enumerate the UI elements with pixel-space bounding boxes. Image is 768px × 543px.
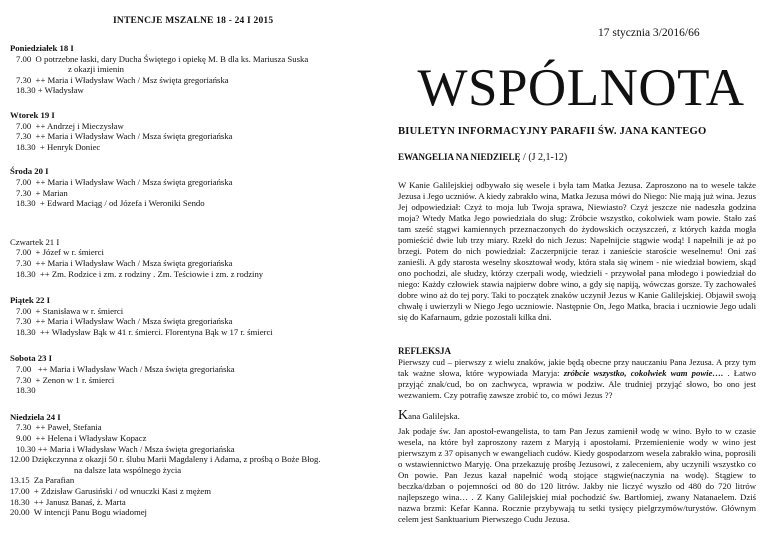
- day-name: Piątek 22 I: [10, 295, 51, 306]
- intention-line: 18.30 ++ Zm. Rodzice i zm. z rodziny . Zm. Teściowie i zm. z rodziny: [16, 268, 264, 279]
- day-name: Czwartek 21 I: [10, 236, 60, 247]
- intention-line: 7.00 + Stanisława w r. śmierci: [16, 305, 124, 316]
- intention-line: 7.30 ++ Paweł, Stefania: [16, 422, 102, 433]
- intention-line: 7.30 + Zenon w 1 r. śmierci: [16, 374, 115, 385]
- day-block: [10, 412, 382, 518]
- intention-line: 7.00 O potrzebne łaski, dary Ducha Świętego i opiekę M. B dla ks. Mariusza Suska: [16, 53, 309, 64]
- intention-line: 7.30 ++ Maria i Władysław Wach / Msza święta gregoriańska: [16, 316, 233, 327]
- intention-line: 12.00 Dziękczynna z okazji 50 r. ślubu Marii Magdaleny i Adama, z prośbą o Boże Błog.: [10, 454, 321, 465]
- day-name: Niedziela 24 I: [10, 411, 61, 422]
- kana-title: [398, 410, 756, 422]
- intention-line: z okazji imienin: [68, 64, 124, 75]
- gospel-reference: / (J 2,1-12): [520, 152, 568, 163]
- gospel-heading-text: EWANGELIA NA NIEDZIELĘ: [398, 152, 521, 162]
- day-block: [10, 295, 382, 337]
- intention-line: 7.30 ++ Maria i Władysław Wach / Msza święta gregoriańska: [16, 131, 233, 142]
- intention-line: 20.00 W intencji Panu Bogu wiadomej: [10, 507, 147, 518]
- kana-dropcap: K: [398, 408, 409, 423]
- day-block: [10, 237, 382, 279]
- intention-line: 7.00 ++ Maria i Władysław Wach / Msza święta gregoriańska: [16, 176, 233, 187]
- intention-line: 7.30 + Marian: [16, 187, 68, 198]
- kana-title-rest: ana Galilejska.: [408, 411, 460, 421]
- intentions-header: INTENCJE MSZALNE 18 - 24 I 2015: [113, 16, 274, 26]
- intention-line: 18.30 + Władysław: [16, 85, 84, 96]
- gospel-text: W Kanie Galilejskiej odbywało się wesele i była tam Matka Jezusa. Zaproszono na to wesele także Jezusa i Jego uczniów. A kiedy zabrakło wina, Matka Jezusa mówi do Niego: Nie mają już wina. Jezus Jej odpowiedział: Czyż to moja lub Twoja sprawa, Niewiasto? Czyż jeszcze nie nadeszła godzina moja? Wtedy Matka Jego powiedziała do sług: Zróbcie wszystko, cokolwiek wam powie. Stało zaś tam sześć stągwi kamiennych przeznaczonych do żydowskich oczyszczeń, z których każda mogła pomieścić dwie lub trzy miary. Rzekł do nich Jezus: Napełnijcie stągwie wodą! I napełnili je aż po brzegi. Potem do nich powiedział: Zaczerpnijcie teraz i zanieście staroście weselnemu! Oni zaś zanieśli. A gdy starosta weselny skosztował wody, która stała się winem - nie wiedział bowiem, skąd ono pochodzi, ale słudzy, którzy czerpali wodę, wiedzieli - przywołał pana młodego i powiedział do niego: Każdy człowiek stawia najpierw dobre wino, a gdy się napiją, wówczas gorsze. Ty zachowałeś dobre wino aż do tej pory. Taki to początek znaków uczynił Jezus w Kanie Galilejskiej. Objawił swoją chwałę i uwierzyli w Niego Jego uczniowie. Następnie On, Jego Matka, bracia i uczniowie Jego udali się do Kafarnaum, gdzie pozostali kilka dni.: [398, 180, 756, 322]
- reflection-text: [398, 357, 756, 401]
- day-block: [10, 43, 382, 96]
- intention-line: na dalsze lata wspólnego życia: [74, 464, 182, 475]
- intention-line: 18.30 + Henryk Doniec: [16, 141, 101, 152]
- intention-line: 10.30 ++ Maria i Władysław Wach / Msza święta gregoriańska: [16, 443, 235, 454]
- reflection-text-b: . Łatwo przyjąć znak/cud, bo on zachwyca, wprawia w podziw. Ale trudniej przyjąć słowo, bo ono jest wezwaniem. Czy potrafię zawsze zrobić to, co mówi Jezus ??: [398, 368, 757, 400]
- intention-line: 7.00 ++ Andrzej i Mieczysław: [16, 120, 124, 131]
- reflection-heading: REFLEKSJA: [398, 346, 452, 356]
- intention-line: 18.30 ++ Władysław Bąk w 41 r. śmierci. Florentyna Bąk w 17 r. śmierci: [16, 326, 273, 337]
- intention-line: 13.15 Za Parafian: [10, 475, 75, 486]
- issue-info: 17 stycznia 3/2016/66: [598, 27, 700, 39]
- reflection-quote: zróbcie wszystko, cokolwiek wam powie….: [563, 368, 724, 378]
- intention-line: 18.30 ++ Janusz Banaś, ż. Marta: [10, 496, 126, 507]
- intention-line: 7.00 ++ Maria i Władysław Wach / Msza święta gregoriańska: [16, 364, 235, 375]
- kana-section: [398, 410, 756, 525]
- masthead-subtitle: BIULETYN INFORMACYJNY PARAFII ŚW. JANA KANTEGO: [398, 126, 707, 137]
- reflection-text-a: Pierwszy cud – pierwszy z wielu znaków, jakie będą obecne przy nauczaniu Pana Jezusa. A przy tym tak ważne słowa, które wypowiada Maryja:: [398, 357, 756, 378]
- day-name: Środa 20 I: [10, 166, 49, 177]
- intentions-list: [10, 43, 382, 528]
- day-name: Poniedziałek 18 I: [10, 43, 74, 53]
- day-name: Wtorek 19 I: [10, 109, 55, 120]
- intention-line: 18.30: [16, 385, 36, 396]
- intention-line: 7.30 ++ Maria i Władysław Wach / Msza święta gregoriańska: [16, 257, 233, 268]
- day-block: [10, 353, 382, 395]
- day-name: Sobota 23 I: [10, 353, 52, 364]
- day-block: [10, 110, 382, 152]
- intention-line: 7.30 ++ Maria i Władysław Wach / Msz święta gregoriańska: [16, 74, 229, 85]
- kana-text: Jak podaje św. Jan apostoł-ewangelista, to tam Pan Jezus zamienił wodę w wino. Było to w czasie wesela, na które był zaproszony razem z Maryją i apostołami. Przemienienie wody w wino jest pierwszym z 37 opisanych w ewangeliach cudów. Kiedy gospodarzom wesela zabrakło wina, poprosili o wstawiennictwo Maryję. Ona przekazuję prośbę Jezusowi, z zaleceniem, aby uczynili wszystko co On powie. Pan Jezus kazał napełnić wodą stojące stągwie(naczynia na wodę). Stągiew to beczka/dzban o pojemności od 80 do 120 litrów. Jakby nie liczyć wyszło od 480 do 720 litrów najlepszego wina… . Z Kany Galilejskiej miał pochodzić św. Bartłomiej, zwany Natanaelem. Dziś nazwa brzmi: Kefar Kanna. Rocznie przybywają tu setki tysięcy pielgrzymów/turystów. Głównym celem jest Sanktuarium Pierwszego Cudu Jezusa.: [398, 426, 756, 524]
- intention-line: 17.00 + Zdzisław Garusiński / od wnuczki Kasi z mężem: [10, 486, 212, 496]
- intention-line: 7.00 + Józef w r. śmierci: [16, 247, 104, 258]
- masthead-title: WSPÓLNOTA: [417, 59, 745, 117]
- intention-line: 9.00 ++ Helena i Władysław Kopacz: [16, 433, 147, 444]
- intention-line: 18.30 + Edward Maciąg / od Józefa i Weroniki Sendo: [16, 198, 205, 209]
- gospel-heading: [398, 152, 567, 163]
- day-block: [10, 166, 382, 208]
